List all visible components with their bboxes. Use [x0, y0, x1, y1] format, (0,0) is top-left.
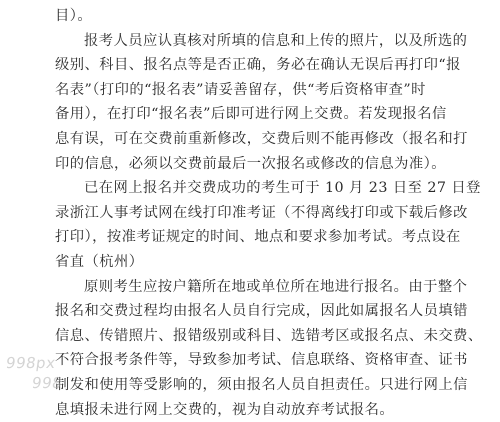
text-line: 已在网上报名并交费成功的考生可于 10 月 23 日至 27 日登	[55, 176, 481, 201]
document-body	[55, 4, 481, 422]
text-line: 打印），按准考证规定的时间、地点和要求参加考试。考点设在	[55, 225, 481, 250]
paragraph-continuation	[55, 4, 481, 29]
paragraph-registration-principle	[55, 275, 481, 422]
text-line: 级别、科目、报名点等是否正确，务必在确认无误后再打印“报	[55, 53, 481, 78]
text-line: 息有误，可在交费前重新修改，交费后则不能再修改（报名和打	[55, 127, 481, 152]
text-line: 印的信息，必须以交费前最后一次报名或修改的信息为准）。	[55, 152, 481, 177]
text-line: 报考人员应认真核对所填的信息和上传的照片，以及所选的	[55, 29, 481, 54]
text-line: 备用），在打印“报名表”后即可进行网上交费。若发现报名信	[55, 102, 481, 127]
paragraph-admission-ticket	[55, 176, 481, 274]
text-line: 息填报未进行网上交费的，视为自动放弃考试报名。	[55, 398, 481, 422]
text-line: 信息、传错照片、报错级别或科目、选错考区或报名点、未交费、	[55, 324, 481, 349]
text-line: 不符合报考条件等，导致参加考试、信息联络、资格审查、证书	[55, 348, 481, 373]
paragraph-verify-info	[55, 29, 481, 177]
text-line: 报名和交费过程均由报名人员自行完成，因此如属报名人员填错	[55, 299, 481, 324]
text-line: 录浙江人事考试网在线打印准考证（不得离线打印或下载后修改	[55, 201, 481, 226]
text-line: 省直（杭州）	[55, 250, 481, 275]
text-line: 原则考生应按户籍所在地或单位所在地进行报名。由于整个	[55, 275, 481, 300]
text-line: 制发和使用等受影响的，须由报名人员自担责任。只进行网上信	[55, 373, 481, 398]
text-line: 名表”（打印的“报名表”请妥善留存，供“考后资格审查”时	[55, 78, 481, 103]
text-line: 目）。	[55, 4, 481, 29]
watermark-text: 998px	[5, 354, 57, 372]
watermark-text: 998	[31, 374, 64, 392]
